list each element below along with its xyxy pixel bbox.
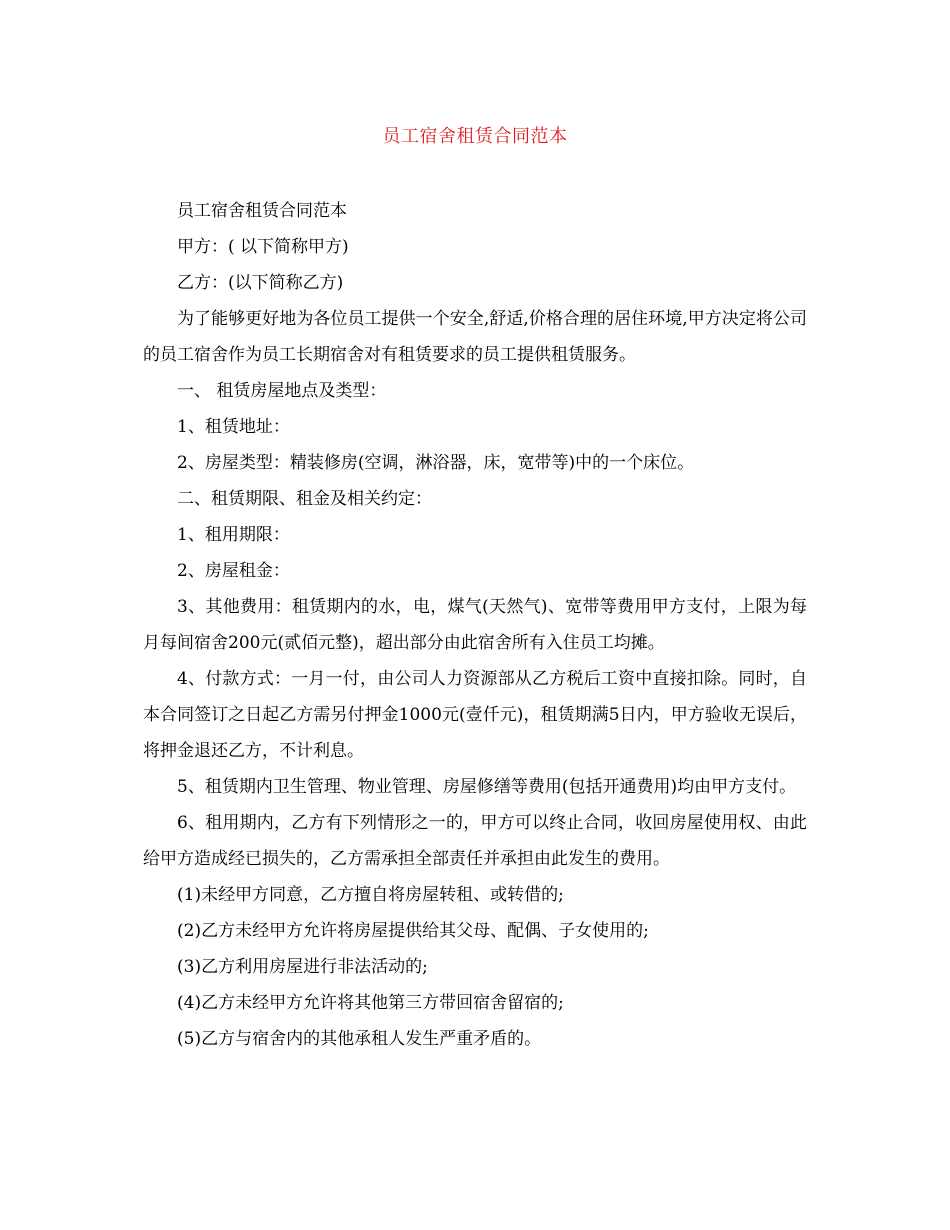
- paragraph-party-a: 甲方：( 以下简称甲方): [177, 237, 349, 257]
- paragraph-purpose: 为了能够更好地为各位员工提供一个安全,舒适,价格合理的居住环境,甲方决定将公司的员工宿舍作为员工长期宿舍对有租赁要求的员工提供租赁服务。: [143, 309, 807, 365]
- list-item: (4)乙方未经甲方允许将其他第三方带回宿舍留宿的;: [177, 993, 564, 1013]
- list-item: (3)乙方利用房屋进行非法活动的;: [177, 957, 428, 977]
- list-item: (2)乙方未经甲方允许将房屋提供给其父母、配偶、子女使用的;: [177, 921, 649, 941]
- paragraph-address: 1、租赁地址：: [177, 417, 290, 437]
- paragraph-heading: 员工宿舍租赁合同范本: [177, 201, 347, 221]
- section-heading-term: 二、租赁期限、租金及相关约定：: [177, 489, 432, 509]
- paragraph-party-b: 乙方：(以下简称乙方): [177, 273, 344, 293]
- document-title: 员工宿舍租赁合同范本: [382, 126, 568, 147]
- paragraph-other-fees: 3、其他费用：租赁期内的水，电，煤气(天然气)、宽带等费用甲方支付，上限为每月每间宿舍200元(贰佰元整)，超出部分由此宿舍所有入住员工均摊。: [143, 597, 807, 653]
- document-body: [143, 193, 807, 1057]
- paragraph-rent: 2、房屋租金：: [177, 561, 290, 581]
- paragraph-maintenance: 5、租赁期内卫生管理、物业管理、房屋修缮等费用(包括开通费用)均由甲方支付。: [177, 777, 797, 797]
- paragraph-payment: 4、付款方式：一月一付，由公司人力资源部从乙方税后工资中直接扣除。同时，自本合同签订之日起乙方需另付押金1000元(壹仟元)，租赁期满5日内，甲方验收无误后，将押金退还乙方，不计利息。: [143, 669, 807, 761]
- list-item: (1)未经甲方同意，乙方擅自将房屋转租、或转借的;: [177, 885, 564, 905]
- paragraph-term: 1、租用期限：: [177, 525, 290, 545]
- section-heading-location: 一、 租赁房屋地点及类型：: [177, 381, 387, 401]
- paragraph-house-type: 2、房屋类型：精装修房(空调，淋浴器，床，宽带等)中的一个床位。: [177, 453, 695, 473]
- paragraph-termination: 6、租用期内，乙方有下列情形之一的，甲方可以终止合同，收回房屋使用权、由此给甲方造成经已损失的，乙方需承担全部责任并承担由此发生的费用。: [143, 813, 807, 869]
- list-item: (5)乙方与宿舍内的其他承租人发生严重矛盾的。: [177, 1029, 542, 1049]
